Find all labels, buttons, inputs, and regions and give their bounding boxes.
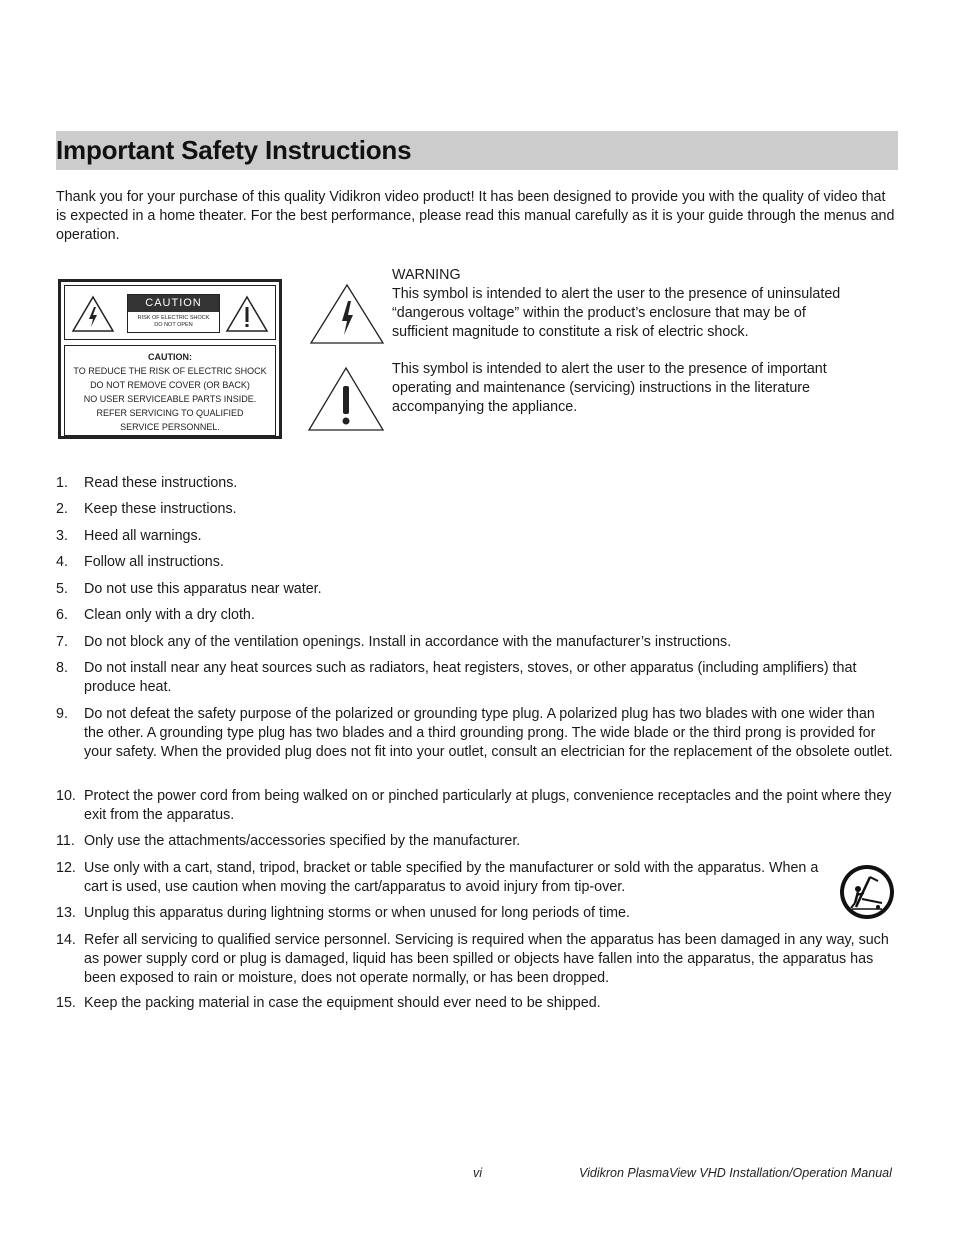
list-item-text: Do not block any of the ventilation openings. Install in accordance with the manufacturer’s instructions. xyxy=(84,634,732,650)
list-item xyxy=(56,580,898,599)
exclamation-description: This symbol is intended to alert the user to the presence of important operating and maintenance (servicing) instructions in the literature accompanying the appliance. xyxy=(392,361,827,415)
list-item-number: 3. xyxy=(56,528,68,544)
list-item-text: Heed all warnings. xyxy=(84,528,202,544)
caution-line: NO USER SERVICEABLE PARTS INSIDE. xyxy=(83,394,257,404)
footer-page-number: vi xyxy=(473,1166,483,1180)
list-item-text: Read these instructions. xyxy=(84,475,238,491)
list-item-number: 15. xyxy=(56,995,76,1011)
caution-line: SERVICE PERSONNEL. xyxy=(120,422,220,432)
list-item-text: Keep these instructions. xyxy=(84,501,237,517)
exclamation-triangle-icon xyxy=(225,295,269,333)
list-item-text: Do not use this apparatus near water. xyxy=(84,581,322,597)
list-item-text: Keep the packing material in case the equipment should ever need to be shipped. xyxy=(84,995,601,1011)
list-item xyxy=(56,931,898,988)
caution-line: REFER SERVICING TO QUALIFIED xyxy=(96,408,244,418)
list-item xyxy=(56,994,898,1013)
list-item-number: 11. xyxy=(56,833,75,849)
list-item-number: 9. xyxy=(56,706,68,722)
list-item-number: 2. xyxy=(56,501,68,517)
list-item xyxy=(56,904,826,923)
list-item xyxy=(56,474,898,493)
list-item-text: Do not install near any heat sources such as radiators, heat registers, stoves, or other apparatus (including amplifiers) that produce heat. xyxy=(84,660,857,695)
cart-tipover-icon xyxy=(838,863,896,921)
page-title: Important Safety Instructions xyxy=(56,135,412,165)
list-item xyxy=(56,500,898,519)
list-item-number: 10. xyxy=(56,788,76,804)
list-item-text: Use only with a cart, stand, tripod, bracket or table specified by the manufacturer or sold with the apparatus. When a cart is used, use caution when moving the cart/apparatus to avoid injury from tip-over. xyxy=(84,860,819,895)
intro-paragraph: Thank you for your purchase of this quality Vidikron video product! It has been designed to provide you with the quality of video that is expected in a home theater. For the best performance, please read this manual carefully as it is your guide through the menus and operation. xyxy=(56,189,895,243)
list-item xyxy=(56,553,898,572)
list-item xyxy=(56,527,898,546)
list-item xyxy=(56,859,826,897)
list-item-text: Follow all instructions. xyxy=(84,554,224,570)
list-item-number: 7. xyxy=(56,634,68,650)
list-item-text: Only use the attachments/accessories specified by the manufacturer. xyxy=(84,833,521,849)
caution-badge-sub xyxy=(128,312,219,329)
heading-bar xyxy=(56,131,898,170)
list-item-number: 8. xyxy=(56,660,68,676)
list-item xyxy=(56,606,898,625)
warning-title: WARNING xyxy=(392,267,461,283)
list-item xyxy=(56,659,898,697)
exclamation-warning-icon xyxy=(307,366,385,432)
list-item-number: 1. xyxy=(56,475,68,491)
list-item-number: 14. xyxy=(56,932,76,948)
list-item-text: Do not defeat the safety purpose of the polarized or grounding type plug. A polarized plug has two blades with one wider than the other. A grounding type plug has two blades and a third grounding prong. The wide blade or the third prong is provided for your safety. When the provided plug does not fit into your outlet, consult an electrician for the replacement of the obsolete outlet. xyxy=(84,706,893,760)
lightning-triangle-icon xyxy=(71,295,115,333)
caution-label-head: CAUTION: xyxy=(148,352,192,362)
list-item xyxy=(56,787,898,825)
caution-badge-word: CAUTION xyxy=(128,295,219,312)
lightning-warning-icon xyxy=(309,283,385,345)
list-item xyxy=(56,705,898,762)
caution-line: DO NOT REMOVE COVER (OR BACK) xyxy=(90,380,250,390)
caution-label-text xyxy=(64,345,276,436)
list-item xyxy=(56,633,898,652)
footer-manual-title: Vidikron PlasmaView VHD Installation/Operation Manual xyxy=(579,1166,892,1180)
caution-badge xyxy=(127,294,220,333)
caution-label-top xyxy=(64,285,276,340)
symbol-explanations xyxy=(392,266,852,417)
list-item-text: Clean only with a dry cloth. xyxy=(84,607,255,623)
list-item-number: 5. xyxy=(56,581,68,597)
caution-badge-sub-2: DO NOT OPEN xyxy=(154,322,193,328)
caution-line: TO REDUCE THE RISK OF ELECTRIC SHOCK xyxy=(73,366,267,376)
warning-description: This symbol is intended to alert the user to the presence of uninsulated “dangerous voltage” within the product’s enclosure that may be of sufficient magnitude to constitute a risk of electric shock. xyxy=(392,286,841,340)
caution-label xyxy=(58,279,282,439)
list-item xyxy=(56,832,898,851)
list-item-text: Refer all servicing to qualified service personnel. Servicing is required when the apparatus has been damaged in any way, such as power supply cord or plug is damaged, liquid has been spilled or objects have fallen into the apparatus, the apparatus has been exposed to rain or moisture, does not operate normally, or has been dropped. xyxy=(84,932,889,986)
list-item-number: 13. xyxy=(56,905,76,921)
list-item-number: 4. xyxy=(56,554,68,570)
list-item-text: Unplug this apparatus during lightning storms or when unused for long periods of time. xyxy=(84,905,630,921)
list-item-number: 6. xyxy=(56,607,68,623)
caution-badge-sub-1: RISK OF ELECTRIC SHOCK xyxy=(137,315,210,321)
list-item-text: Protect the power cord from being walked on or pinched particularly at plugs, convenience receptacles and the point where they exit from the apparatus. xyxy=(84,788,892,823)
list-item-number: 12. xyxy=(56,860,76,876)
